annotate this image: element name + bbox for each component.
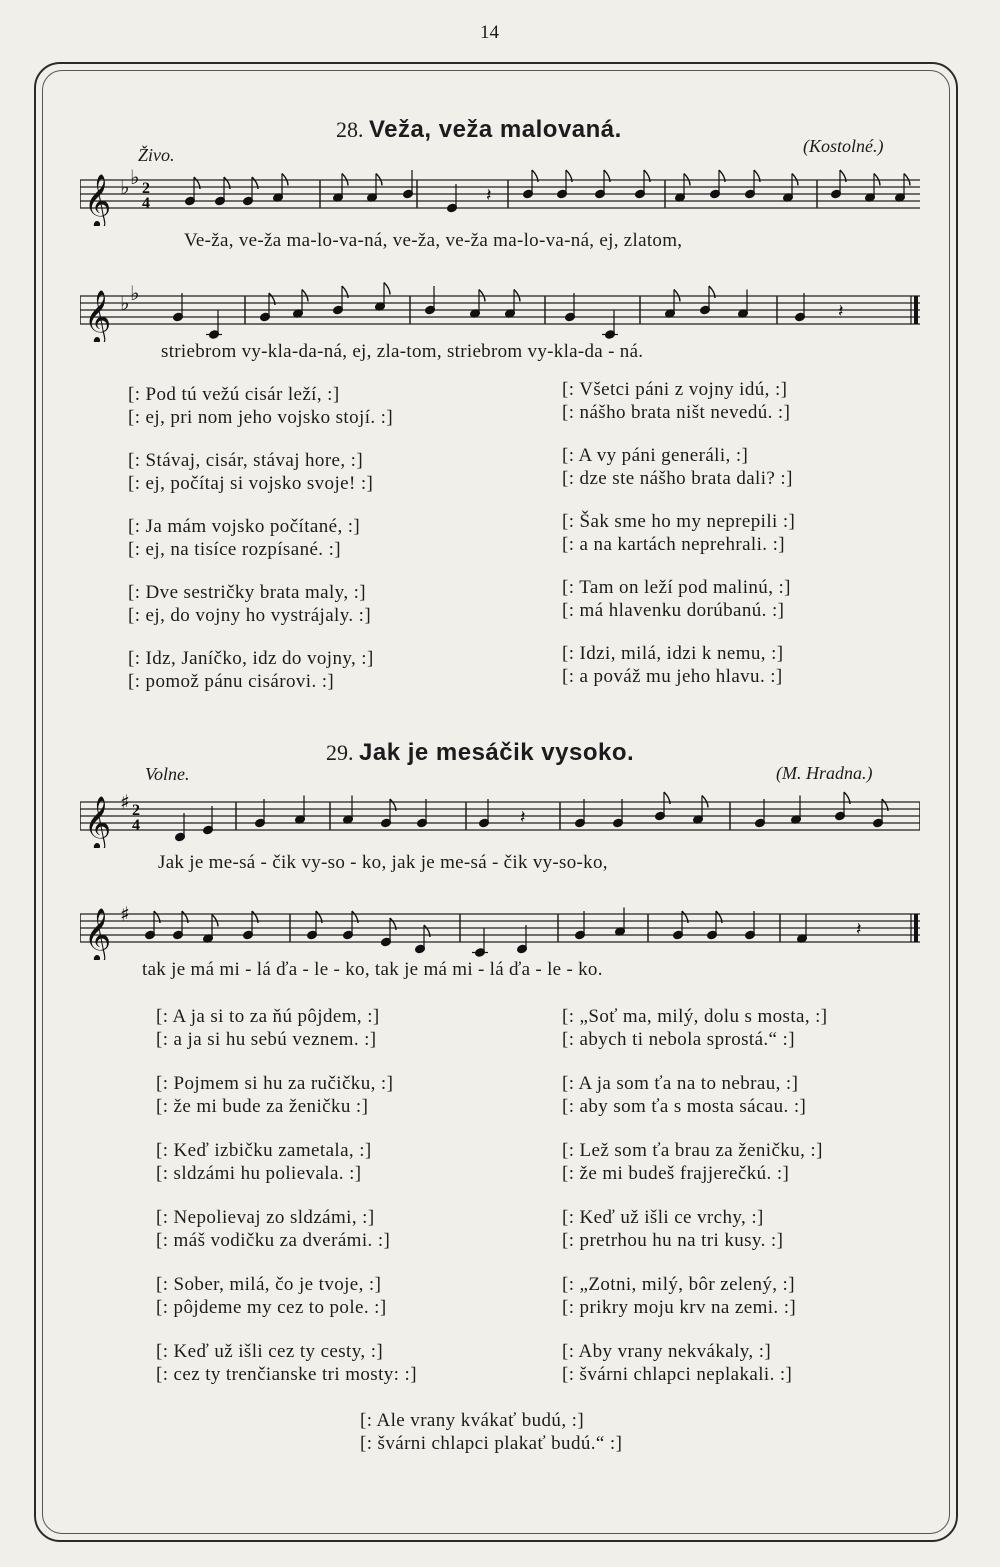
verse-line: [: Ja mám vojsko počítané, :] [128,516,361,537]
verse-line: [: ej, pri nom jeho vojsko stojí. :] [128,407,394,428]
verse-line: [: Keď izbičku zametala, :] [156,1140,372,1161]
verse-line: [: Tam on leží pod malinú, :] [562,577,791,598]
verse-line: [: Keď už išli cez ty cesty, :] [156,1341,384,1362]
verse-line: [: Nepolievaj zo sldzámi, :] [156,1207,375,1228]
verse-line: [: Idzi, milá, idzi k nemu, :] [562,643,784,664]
lyrics-line: striebrom vy-kla-da-ná, ej, zla-tom, striebrom vy-kla-da - ná. [161,341,644,362]
tempo-marking: Volne. [145,764,190,784]
rest-icon: 𝄽 [486,185,492,206]
verse-line: [: a ja si hu sebú veznem. :] [156,1029,377,1050]
verse-line: [: nášho brata ništ nevedú. :] [562,402,791,423]
sharp-icon: ♯ [120,790,130,814]
song-29-title [326,739,634,767]
verse-line: [: Keď už išli ce vrchy, :] [562,1207,764,1228]
verse-line: [: že mi budeš frajjerečkú. :] [562,1163,790,1184]
verses-left [156,1005,417,1386]
verse-line: [: Šak sme ho my neprepili :] [562,511,796,532]
verse-line: [: ej, počítaj si vojsko svoje! :] [128,473,374,494]
page-number: 14 [480,22,499,43]
treble-clef-icon: 𝄞 [84,795,112,848]
verse-line: [: a na kartách neprehrali. :] [562,534,785,555]
verse-line: [: sldzámi hu polievala. :] [156,1163,362,1184]
flat-icon: ♭ [130,166,140,189]
verse-line: [: A vy páni generáli, :] [562,445,749,466]
flat-icon: ♭ [130,282,140,305]
time-signature: 4 [132,817,140,834]
note-flag [384,283,390,295]
verse-line: [: cez ty trenčianske tri mosty: :] [156,1364,417,1385]
verse-line: [: že mi bude za ženičku :] [156,1096,369,1117]
verse-line: [: A ja som ťa na to nebrau, :] [562,1073,799,1094]
verse-line: [: Všetci páni z vojny idú, :] [562,379,788,400]
lyrics-line: tak je má mi - lá ďa - le - ko, tak je má mi - lá ďa - le - ko. [142,959,603,980]
music-staff [80,282,920,342]
tempo-marking: Živo. [138,145,175,165]
song-origin: (M. Hradna.) [776,763,873,783]
verse-line: [: Lež som ťa brau za ženičku, :] [562,1140,823,1161]
verse-line: [: Dve sestričky brata maly, :] [128,582,367,603]
final-verse [360,1409,622,1455]
song-28-title [336,116,622,144]
time-signature: 2 [142,180,150,197]
verse-line: [: Aby vrany nekvákaly, :] [562,1341,772,1362]
music-staff [80,900,920,960]
verse-line: [: a pováž mu jeho hlavu. :] [562,666,783,687]
verse-line: [: Pojmem si hu za ručičku, :] [156,1073,394,1094]
song-origin: (Kostolné.) [803,136,884,156]
rest-icon: 𝄽 [838,301,844,322]
rest-icon: 𝄽 [520,807,526,828]
verse-line: [: Idz, Janíčko, idz do vojny, :] [128,648,374,669]
verse-line: [: Ale vrany kvákať budú, :] [360,1410,585,1431]
verse-line: [: ej, na tisíce rozpísané. :] [128,539,342,560]
flat-icon: ♭ [120,291,130,315]
verse-line: [: prikry moju krv na zemi. :] [562,1297,797,1318]
time-signature: 4 [142,195,150,212]
verse-line: [: „Soť ma, milý, dolu s mosta, :] [562,1006,828,1027]
verse-line: [: švárni chlapci plakať budú.“ :] [360,1433,623,1454]
verse-line: [: pretrhou hu na tri kusy. :] [562,1230,784,1251]
verse-line: [: ej, do vojny ho vystrájaly. :] [128,605,372,626]
music-staff [80,788,920,848]
verse-line: [: pomož pánu cisárovi. :] [128,671,335,692]
verse-line: [: abych ti nebola sprostá.“ :] [562,1029,795,1050]
verse-line: [: švárni chlapci neplakali. :] [562,1364,793,1385]
sharp-icon: ♯ [120,902,130,926]
song-name: Jak je mesáčik vysoko. [359,739,635,766]
flat-icon: ♭ [120,175,130,199]
verses-left [128,383,393,693]
verse-line: [: pôjdeme my cez to pole. :] [156,1297,387,1318]
verse-line: [: má hlavenku dorúbanú. :] [562,600,785,621]
verse-line: [: dze ste nášho brata dali? :] [562,468,793,489]
verse-line: [: Sober, milá, čo je tvoje, :] [156,1274,382,1295]
verse-line: [: Pod tú vežú cisár leží, :] [128,384,340,405]
treble-clef-icon: 𝄞 [84,173,112,226]
verse-line: [: „Zotni, milý, bôr zelený, :] [562,1274,795,1295]
lyrics-line: Jak je me-sá - čik vy-so - ko, jak je me-sá - čik vy-so-ko, [158,852,608,873]
song-number: 28. [336,117,364,142]
treble-clef-icon: 𝄞 [84,907,112,960]
verses-right [562,1005,828,1386]
verse-line: [: A ja si to za ňú pôjdem, :] [156,1006,380,1027]
song-number: 29. [326,740,354,765]
music-staff [80,166,920,226]
verse-line: [: aby som ťa s mosta sácau. :] [562,1096,807,1117]
rest-icon: 𝄽 [856,919,862,940]
verse-line: [: Stávaj, cisár, stávaj hore, :] [128,450,364,471]
time-signature: 2 [132,802,140,819]
song-name: Veža, veža malovaná. [369,116,622,143]
verse-line: [: máš vodičku za dverámi. :] [156,1230,391,1251]
verses-right [562,378,795,688]
lyrics-line: Ve-ža, ve-ža ma-lo-va-ná, ve-ža, ve-ža ma-lo-va-ná, ej, zlatom, [184,230,683,251]
treble-clef-icon: 𝄞 [84,289,112,342]
